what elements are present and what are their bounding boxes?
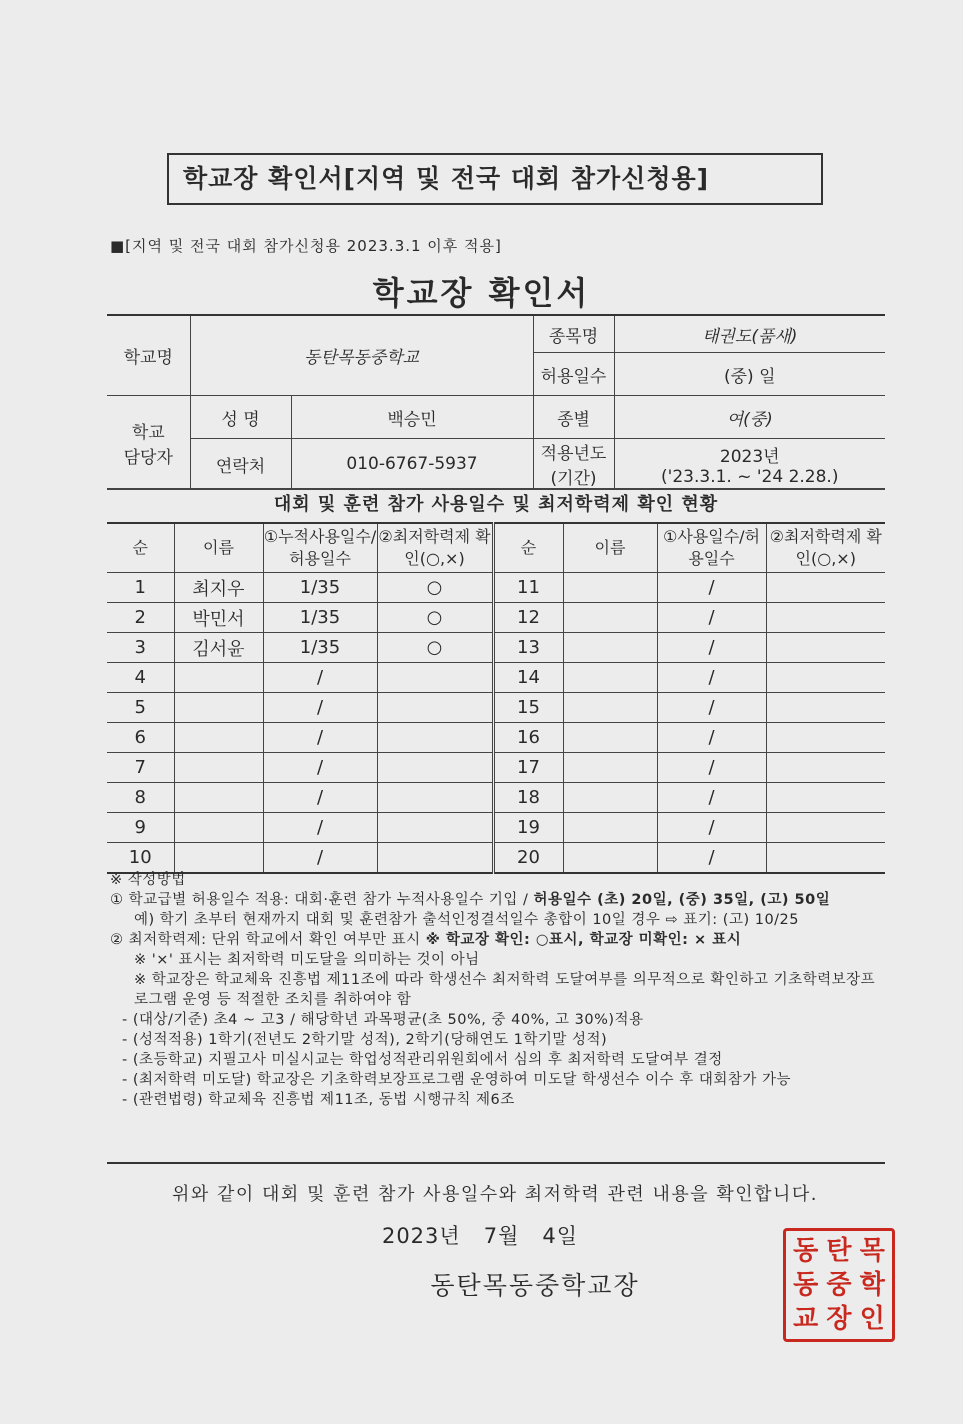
row-check-left [377,723,493,753]
usage-row [107,693,885,723]
seal-glyphs: 동 탄 목 동 중 학 교 장 인 [793,1236,885,1334]
row-days-left: / [263,843,377,874]
row-check-right [766,783,885,813]
usage-row [107,633,885,663]
row-name-left [174,663,263,693]
row-name-left [174,843,263,874]
row-days-left: / [263,693,377,723]
row-days-right: / [657,753,766,783]
row-check-right [766,573,885,603]
row-name-left [174,813,263,843]
school-label: 학교명 [107,315,190,396]
row-check-right [766,753,885,783]
instruction-line: ※ '×' 표시는 최저학력 미도달을 의미하는 것이 아님 [134,952,480,968]
row-days-left: / [263,783,377,813]
gender-value: 여(중) [614,396,885,439]
row-days-left: 1/35 [263,603,377,633]
event-value: 태권도(품새) [614,315,885,353]
row-no-left: 6 [107,723,174,753]
row-days-right: / [657,663,766,693]
header-name: 이름 [563,523,657,573]
usage-row [107,663,885,693]
instruction-line: 예) 학기 초부터 현재까지 대회 및 훈련참가 출석인정결석일수 총합이 10일 경우 ⇨ 표기: (고) 10/25 [134,912,800,928]
usage-row [107,603,885,633]
instructions-heading: ※ 작성방법 [110,872,186,888]
row-check-left [377,843,493,874]
row-name-left: 김서윤 [174,633,263,663]
row-name-right [563,603,657,633]
header-days: ①누적사용일수/허용일수 [263,523,377,573]
header-name: 이름 [174,523,263,573]
row-days-right: / [657,723,766,753]
row-no-left: 10 [107,843,174,874]
school-value: 동탄목동중학교 [190,315,533,396]
row-no-right: 19 [493,813,563,843]
phone-label: 연락처 [190,439,291,490]
row-check-right [766,723,885,753]
row-name-right [563,843,657,874]
row-name-right [563,813,657,843]
row-no-left: 5 [107,693,174,723]
row-no-right: 20 [493,843,563,874]
school-info-table [107,314,885,490]
contact-person-label: 학교 담당자 [107,396,190,490]
usage-section-title: 대회 및 훈련 참가 사용일수 및 최저학력제 확인 현황 [107,488,885,522]
row-check-left [377,783,493,813]
row-name-left [174,693,263,723]
row-check-right [766,663,885,693]
event-label: 종목명 [533,315,614,353]
header-no: 순 [107,523,174,573]
row-name-right [563,753,657,783]
allowed-days-label: 허용일수 [533,353,614,396]
row-name-right [563,573,657,603]
official-seal-icon [783,1228,895,1342]
row-name-right [563,663,657,693]
header-no: 순 [493,523,563,573]
instruction-line: - (관련법령) 학교체육 진흥법 제11조, 동법 시행규칙 제6조 [122,1092,515,1108]
row-name-left [174,753,263,783]
row-no-right: 16 [493,723,563,753]
allowed-days-value: (중) 일 [614,353,885,396]
row-check-right [766,813,885,843]
row-name-left [174,723,263,753]
usage-row [107,813,885,843]
row-name-left: 박민서 [174,603,263,633]
gender-label: 종별 [533,396,614,439]
instruction-line: - (성적적용) 1학기(전년도 2학기말 성적), 2학기(당해연도 1학기말 성적) [122,1032,608,1048]
row-days-right: / [657,843,766,874]
usage-row [107,753,885,783]
row-name-left [174,783,263,813]
row-check-right [766,603,885,633]
row-check-left [377,693,493,723]
row-check-left [377,663,493,693]
row-check-right [766,633,885,663]
row-no-right: 17 [493,753,563,783]
row-no-right: 12 [493,603,563,633]
row-check-left: ○ [377,573,493,603]
row-name-right [563,723,657,753]
header-days: ①사용일수/허용일수 [657,523,766,573]
row-days-left: / [263,813,377,843]
instruction-line: - (최저학력 미도달) 학교장은 기초학력보장프로그램 운영하여 미도달 학생선수 이수 후 대회참가 가능 [122,1072,792,1088]
usage-row [107,573,885,603]
row-days-right: / [657,783,766,813]
row-days-right: / [657,603,766,633]
row-days-right: / [657,573,766,603]
page-title: 학교장 확인서 [372,274,591,312]
usage-table [107,522,885,874]
instruction-line: - (대상/기준) 초4 ~ 고3 / 해당학년 과목평균(초 50%, 중 40%, 고 30%)적용 [122,1012,644,1028]
name-label: 성 명 [190,396,291,439]
instruction-line: ※ 학교장은 학교체육 진흥법 제11조에 따라 학생선수 최저학력 도달여부를 의무적으로 확인하고 기초학력보장프로그램 운영 등 적절한 조치를 취하여야 함 [134,972,876,1008]
phone-value: 010-6767-5937 [291,439,533,490]
row-no-right: 11 [493,573,563,603]
row-days-left: / [263,663,377,693]
name-value: 백승민 [291,396,533,439]
instructions-block [110,870,885,1110]
row-no-left: 9 [107,813,174,843]
row-check-left [377,753,493,783]
row-days-left: / [263,753,377,783]
row-no-left: 7 [107,753,174,783]
header-check: ②최저학력제 확인(○,×) [377,523,493,573]
row-days-right: / [657,813,766,843]
row-days-right: / [657,693,766,723]
year-value: 2023년 ('23.3.1. ~ '24 2.28.) [614,439,885,490]
row-name-right [563,693,657,723]
row-no-left: 4 [107,663,174,693]
row-no-right: 14 [493,663,563,693]
row-no-left: 2 [107,603,174,633]
row-days-left: 1/35 [263,633,377,663]
instruction-line: - (초등학교) 지필고사 미실시교는 학업성적관리위원회에서 심의 후 최저학력 도달여부 결정 [122,1052,723,1068]
row-name-right [563,633,657,663]
row-no-right: 18 [493,783,563,813]
row-no-left: 3 [107,633,174,663]
row-name-left: 최지우 [174,573,263,603]
row-days-left: / [263,723,377,753]
usage-row [107,843,885,874]
row-no-left: 1 [107,573,174,603]
instruction-line: ① 학교급별 허용일수 적용: 대회·훈련 참가 누적사용일수 기입 / 허용일수 (초) 20일, (중) 35일, (고) 50일 [110,892,831,908]
row-days-left: 1/35 [263,573,377,603]
row-check-left: ○ [377,633,493,663]
instruction-line: ② 최저학력제: 단위 학교에서 확인 여부만 표시 ※ 학교장 확인: ○표시, 학교장 미확인: × 표시 [110,932,742,948]
row-name-right [563,783,657,813]
row-check-left [377,813,493,843]
usage-row [107,783,885,813]
row-check-right [766,843,885,874]
row-days-right: / [657,633,766,663]
row-no-left: 8 [107,783,174,813]
bottom-rule [107,1162,885,1164]
document-title-box: 학교장 확인서[지역 및 전국 대회 참가신청용] [167,153,823,205]
form-usage-note: ■[지역 및 전국 대회 참가신청용 2023.3.1 이후 적용] [110,237,502,255]
row-no-right: 13 [493,633,563,663]
year-label: 적용년도 (기간) [533,439,614,490]
header-check: ②최저학력제 확인(○,×) [766,523,885,573]
row-check-right [766,693,885,723]
usage-row [107,723,885,753]
row-no-right: 15 [493,693,563,723]
issue-date: 2023년 7월 4일 [381,1224,579,1248]
row-check-left: ○ [377,603,493,633]
principal-signature-line: 동탄목동중학교장 [430,1271,640,1300]
confirmation-statement: 위와 같이 대회 및 훈련 참가 사용일수와 최저학력 관련 내용을 확인합니다. [171,1184,819,1205]
